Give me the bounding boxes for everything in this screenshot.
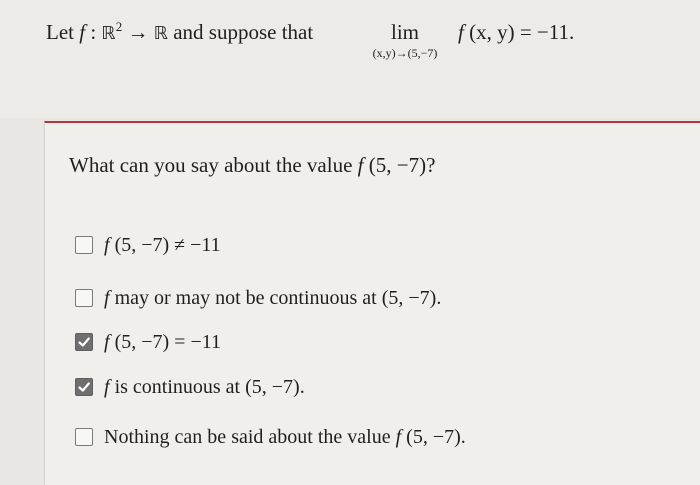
answer-option-3[interactable] [75,328,221,356]
option-function-symbol: f [104,375,110,398]
option-text: is continuous at (5, −7). [109,375,305,398]
option-text: (5, −7) = −11 [109,330,221,353]
checkmark-icon [77,380,91,394]
question-text [69,153,435,178]
limit-equals-text: (x, y) = −11. [463,20,575,44]
premise-statement [46,20,313,45]
checked-checkbox-icon[interactable] [75,333,93,351]
option-text: Nothing can be said about the value [104,425,396,448]
limit-word: lim [390,20,419,44]
option-function-symbol: f [104,233,110,256]
option-text: may or may not be continuous at (5, −7). [109,286,442,309]
premise-colon: : [85,20,102,44]
checkmark-icon [77,335,91,349]
option-function-symbol: f [104,286,110,309]
checkbox-icon[interactable] [75,428,93,446]
option-function-symbol: f [104,330,110,353]
premise-panel [0,0,700,118]
answer-option-1[interactable] [75,231,221,259]
premise-prefix: Let [46,20,80,44]
checked-checkbox-icon[interactable] [75,378,93,396]
option-label [104,426,466,449]
function-symbol: f [79,20,86,44]
limit-expression [357,20,453,60]
option-label [104,234,221,257]
option-label [104,331,221,354]
codomain-symbol: ℝ [153,23,168,44]
answer-option-5[interactable] [75,423,466,451]
option-label [104,287,441,310]
limit-function-symbol: f [458,20,464,44]
limit-value [458,20,574,45]
option-tail-text: (5, −7). [401,425,466,448]
option-label [104,376,305,399]
answer-option-2[interactable] [75,284,441,312]
domain-symbol: ℝ [101,23,116,44]
checkbox-icon[interactable] [75,236,93,254]
mapping-arrow: → [122,20,154,44]
question-suffix: (5, −7)? [363,153,436,177]
checkbox-icon[interactable] [75,289,93,307]
option-text: (5, −7) ≠ −11 [109,233,221,256]
premise-suffix: and suppose that [167,20,314,44]
question-prefix: What can you say about the value [69,153,358,177]
option-function-symbol: f [395,425,402,448]
domain-exponent: 2 [115,19,123,34]
question-function-symbol: f [357,153,364,177]
limit-subscript: (x,y)→(5,−7) [372,46,438,60]
answer-option-4[interactable] [75,373,305,401]
question-card [44,121,700,485]
